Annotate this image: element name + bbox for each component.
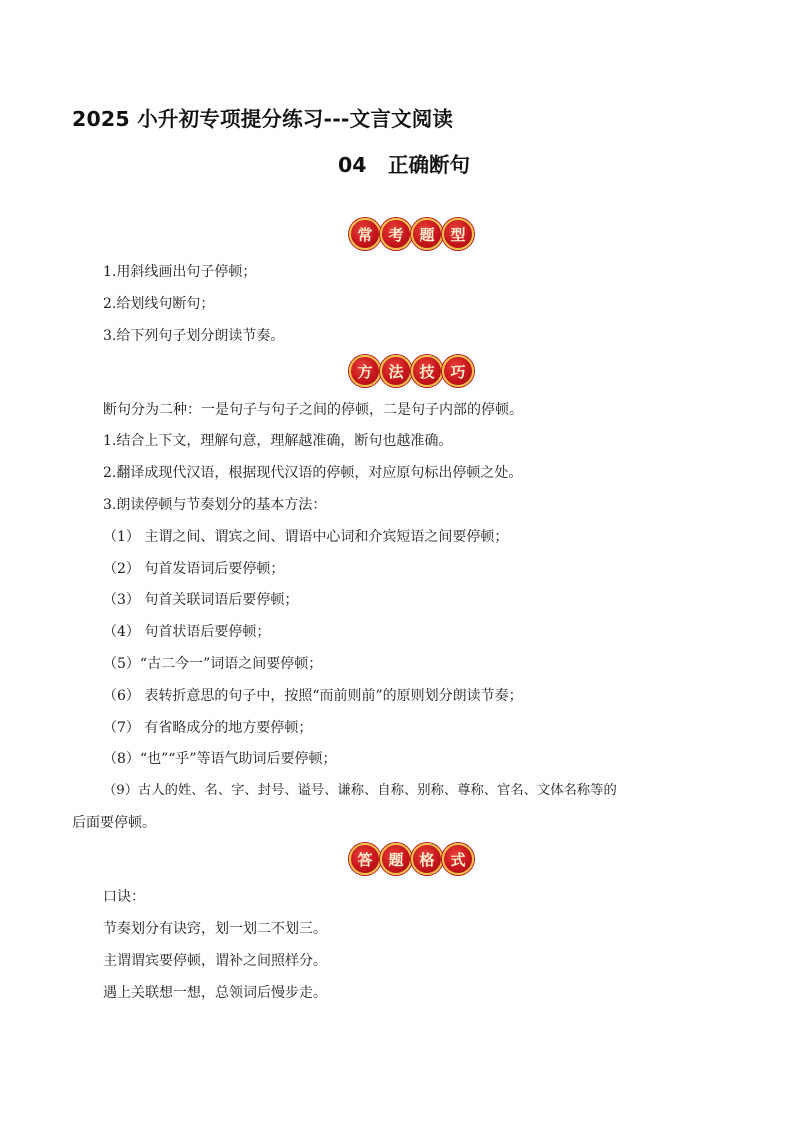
section-badge-answer-format bbox=[349, 841, 473, 877]
method-line: （2） 句首发语词后要停顿； bbox=[103, 561, 285, 577]
badge-char: 题 bbox=[411, 218, 443, 250]
method-line: 断句分为二种：一是句子与句子之间的停顿，二是句子内部的停顿。 bbox=[103, 402, 523, 418]
badge-char: 答 bbox=[349, 843, 381, 875]
method-line: 3.朗读停顿与节奏划分的基本方法： bbox=[103, 497, 327, 513]
badge-char: 题 bbox=[380, 843, 412, 875]
method-line: （9）古人的姓、名、字、封号、谥号、谦称、自称、别称、尊称、官名、文体名称等的 bbox=[103, 783, 617, 798]
badge-char: 巧 bbox=[442, 355, 474, 387]
section-badge-question-types bbox=[349, 216, 473, 252]
method-line: 后面要停顿。 bbox=[72, 815, 156, 831]
question-type-item: 2.给划线句断句； bbox=[103, 296, 215, 312]
badge-char: 常 bbox=[349, 218, 381, 250]
badge-char: 格 bbox=[411, 843, 443, 875]
question-type-item: 3.给下列句子划分朗读节奏。 bbox=[103, 328, 285, 344]
section-badge-methods bbox=[349, 353, 473, 389]
badge-char: 技 bbox=[411, 355, 443, 387]
badge-char: 考 bbox=[380, 218, 412, 250]
badge-char: 式 bbox=[442, 843, 474, 875]
method-line: （5）“古二今一”词语之间要停顿； bbox=[103, 656, 323, 672]
question-type-item: 1.用斜线画出句子停顿； bbox=[103, 264, 257, 280]
mnemonic-line: 口诀： bbox=[103, 889, 145, 905]
badge-char: 法 bbox=[380, 355, 412, 387]
mnemonic-line: 主谓谓宾要停顿，谓补之间照样分。 bbox=[103, 953, 327, 969]
mnemonic-line: 遇上关联想一想，总领词后慢步走。 bbox=[103, 985, 327, 1001]
method-line: 2.翻译成现代汉语，根据现代汉语的停顿，对应原句标出停顿之处。 bbox=[103, 465, 523, 481]
badge-char: 方 bbox=[349, 355, 381, 387]
mnemonic-line: 节奏划分有诀窍，划一划二不划三。 bbox=[103, 921, 327, 937]
method-line: （6） 表转折意思的句子中，按照“而前则前”的原则划分朗读节奏； bbox=[103, 688, 523, 704]
method-line: （3） 句首关联词语后要停顿； bbox=[103, 592, 299, 608]
method-line: 1.结合上下文，理解句意，理解越准确，断句也越准确。 bbox=[103, 433, 453, 449]
method-line: （4） 句首状语后要停顿； bbox=[103, 624, 271, 640]
method-line: （7） 有省略成分的地方要停顿； bbox=[103, 720, 313, 736]
document-title: 2025 小升初专项提分练习---文言文阅读 bbox=[72, 107, 454, 131]
badge-char: 型 bbox=[442, 218, 474, 250]
method-line: （1） 主谓之间、谓宾之间、谓语中心词和介宾短语之间要停顿； bbox=[103, 529, 509, 545]
method-line: （8）“也”“乎”等语气助词后要停顿； bbox=[103, 751, 337, 767]
document-subtitle: 04 正确断句 bbox=[338, 153, 470, 177]
